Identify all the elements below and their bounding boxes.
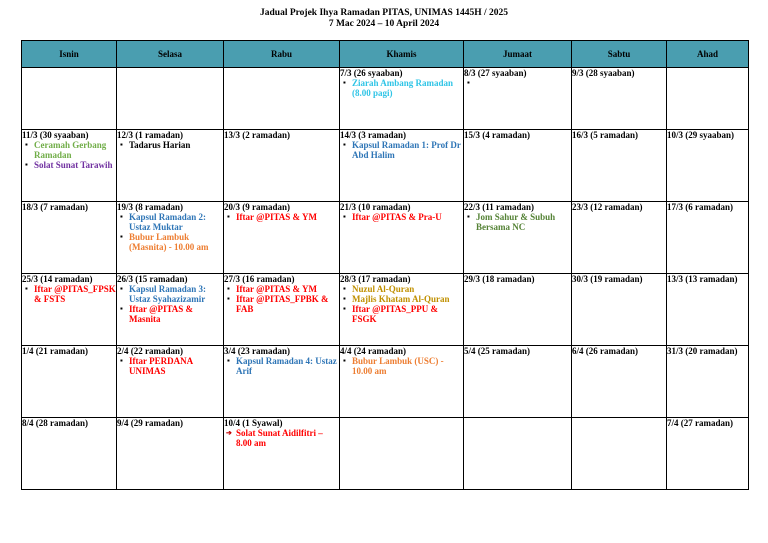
day-cell-selasa (117, 418, 224, 490)
day-cell-ahad (667, 346, 749, 418)
day-cell-selasa (117, 202, 224, 274)
event-item: ▪ Iftar PERDANA UNIMAS (129, 356, 223, 376)
day-date: 8/3 (27 syaaban) (464, 68, 527, 78)
header-khamis: Khamis (340, 41, 464, 68)
event-item: ▪ Bubur Lambuk (USC) - 10.00 am (352, 356, 463, 376)
event-list (117, 212, 223, 252)
event-item: ▪ Kapsul Ramadan 4: Ustaz Arif (236, 356, 339, 376)
schedule-table (21, 40, 749, 490)
event-item: ▪ Iftar @PITAS_FPBK & FAB (236, 294, 339, 314)
event-item: ▪ Bubur Lambuk (Masnita) - 10.00 am (129, 232, 223, 252)
day-cell-khamis (340, 68, 464, 130)
day-cell-selasa (117, 346, 224, 418)
day-date: 27/3 (16 ramadan) (224, 274, 295, 284)
day-date: 7/4 (27 ramadan) (667, 418, 733, 428)
event-list (224, 356, 339, 376)
day-cell-rabu (224, 274, 340, 346)
day-cell-khamis (340, 202, 464, 274)
day-cell-selasa (117, 274, 224, 346)
calendar-week-row (22, 202, 749, 274)
day-date: 11/3 (30 syaaban) (22, 130, 89, 140)
day-cell-rabu (224, 202, 340, 274)
day-cell-sabtu (572, 130, 667, 202)
event-list (340, 78, 463, 98)
day-cell-sabtu (572, 68, 667, 130)
day-date: 31/3 (20 ramadan) (667, 346, 738, 356)
event-list (117, 284, 223, 324)
event-item: ▪ Kapsul Ramadan 2: Ustaz Muktar (129, 212, 223, 232)
document-title (0, 8, 768, 30)
event-item: ▪ Iftar @PITAS & Pra-U (352, 212, 463, 222)
day-cell-rabu (224, 130, 340, 202)
calendar-week-row (22, 130, 749, 202)
header-jumaat: Jumaat (464, 41, 572, 68)
day-cell-isnin (22, 130, 117, 202)
event-item: ▪ Solat Sunat Tarawih (34, 160, 116, 170)
event-item: ▪ Jom Sahur & Subuh Bersama NC (476, 212, 571, 232)
day-cell-isnin (22, 418, 117, 490)
header-selasa: Selasa (117, 41, 224, 68)
event-item: ▪ Kapsul Ramadan 3: Ustaz Syahazizamir (129, 284, 223, 304)
calendar-week-row (22, 346, 749, 418)
event-item: ▪ Iftar @PITAS & YM (236, 284, 339, 294)
day-date: 22/3 (11 ramadan) (464, 202, 535, 212)
event-item: ▪ Ceramah Gerbang Ramadan (34, 140, 116, 160)
event-item: ▪ Kapsul Ramadan 1: Prof Dr Abd Halim (352, 140, 463, 160)
day-cell-selasa (117, 68, 224, 130)
event-list (224, 212, 339, 222)
header-ahad: Ahad (667, 41, 749, 68)
event-item: ▪ Iftar @PITAS_FPSK & FSTS (34, 284, 116, 304)
event-list (340, 140, 463, 160)
day-cell-sabtu (572, 418, 667, 490)
event-item: ▪ Tadarus Harian (129, 140, 223, 150)
day-cell-jumaat (464, 202, 572, 274)
day-date: 18/3 (7 ramadan) (22, 202, 88, 212)
day-cell-khamis (340, 346, 464, 418)
day-cell-selasa (117, 130, 224, 202)
day-date: 23/3 (12 ramadan) (572, 202, 643, 212)
day-cell-ahad (667, 202, 749, 274)
header-isnin: Isnin (22, 41, 117, 68)
title-line-2: 7 Mac 2024 – 10 April 2024 (328, 19, 440, 29)
day-date: 5/4 (25 ramadan) (464, 346, 530, 356)
event-item: ▪ Ziarah Ambang Ramadan (8.00 pagi) (352, 78, 463, 98)
day-date: 19/3 (8 ramadan) (117, 202, 183, 212)
day-cell-isnin (22, 202, 117, 274)
day-date: 13/3 (13 ramadan) (667, 274, 738, 284)
event-item: ▪ Iftar @PITAS & Masnita (129, 304, 223, 324)
day-date: 1/4 (21 ramadan) (22, 346, 88, 356)
day-cell-jumaat (464, 418, 572, 490)
event-list (22, 284, 116, 304)
title-line-1: Jadual Projek Ihya Ramadan PITAS, UNIMAS 1445H / 2025 (260, 8, 508, 18)
day-cell-khamis (340, 418, 464, 490)
day-cell-jumaat (464, 274, 572, 346)
day-date: 14/3 (3 ramadan) (340, 130, 406, 140)
event-item: ➔ Solat Sunat Aidilfitri – 8.00 am (236, 428, 339, 448)
day-cell-ahad (667, 68, 749, 130)
event-list (22, 140, 116, 170)
event-list (464, 78, 571, 88)
day-date: 29/3 (18 ramadan) (464, 274, 535, 284)
day-cell-sabtu (572, 274, 667, 346)
day-cell-ahad (667, 418, 749, 490)
event-list (117, 356, 223, 376)
day-date: 26/3 (15 ramadan) (117, 274, 188, 284)
day-date: 12/3 (1 ramadan) (117, 130, 183, 140)
day-date: 30/3 (19 ramadan) (572, 274, 643, 284)
day-date: 10/3 (29 syaaban) (667, 130, 735, 140)
day-date: 13/3 (2 ramadan) (224, 130, 290, 140)
event-list (340, 356, 463, 376)
day-cell-khamis (340, 274, 464, 346)
day-cell-jumaat (464, 68, 572, 130)
day-date: 28/3 (17 ramadan) (340, 274, 411, 284)
day-date: 20/3 (9 ramadan) (224, 202, 290, 212)
day-date: 21/3 (10 ramadan) (340, 202, 411, 212)
day-cell-rabu (224, 418, 340, 490)
header-rabu: Rabu (224, 41, 340, 68)
event-list (224, 284, 339, 314)
event-item (476, 78, 571, 88)
day-cell-rabu (224, 346, 340, 418)
day-cell-ahad (667, 274, 749, 346)
calendar-week-row (22, 274, 749, 346)
day-cell-sabtu (572, 202, 667, 274)
day-date: 9/3 (28 syaaban) (572, 68, 635, 78)
event-list (464, 212, 571, 232)
event-list (340, 284, 463, 324)
event-list (224, 428, 339, 448)
event-list (117, 140, 223, 150)
day-cell-jumaat (464, 130, 572, 202)
event-item: ▪ Majlis Khatam Al-Quran (352, 294, 463, 304)
day-cell-isnin (22, 346, 117, 418)
day-cell-jumaat (464, 346, 572, 418)
day-cell-rabu (224, 68, 340, 130)
calendar-week-row (22, 68, 749, 130)
event-item: ▪ Nuzul Al-Quran (352, 284, 463, 294)
day-cell-ahad (667, 130, 749, 202)
header-row (22, 41, 749, 68)
day-date: 3/4 (23 ramadan) (224, 346, 290, 356)
day-date: 15/3 (4 ramadan) (464, 130, 530, 140)
event-item: ▪ Iftar @PITAS & YM (236, 212, 339, 222)
day-date: 25/3 (14 ramadan) (22, 274, 93, 284)
day-date: 10/4 (1 Syawal) (224, 418, 283, 428)
day-date: 6/4 (26 ramadan) (572, 346, 638, 356)
day-date: 2/4 (22 ramadan) (117, 346, 183, 356)
day-cell-sabtu (572, 346, 667, 418)
day-date: 9/4 (29 ramadan) (117, 418, 183, 428)
day-date: 8/4 (28 ramadan) (22, 418, 88, 428)
header-sabtu: Sabtu (572, 41, 667, 68)
day-cell-isnin (22, 274, 117, 346)
day-cell-khamis (340, 130, 464, 202)
event-list (340, 212, 463, 222)
day-date: 17/3 (6 ramadan) (667, 202, 733, 212)
day-date: 7/3 (26 syaaban) (340, 68, 403, 78)
day-date: 4/4 (24 ramadan) (340, 346, 406, 356)
event-item: ▪ Iftar @PITAS_PPU & FSGK (352, 304, 463, 324)
day-cell-isnin (22, 68, 117, 130)
calendar-week-row (22, 418, 749, 490)
day-date: 16/3 (5 ramadan) (572, 130, 638, 140)
